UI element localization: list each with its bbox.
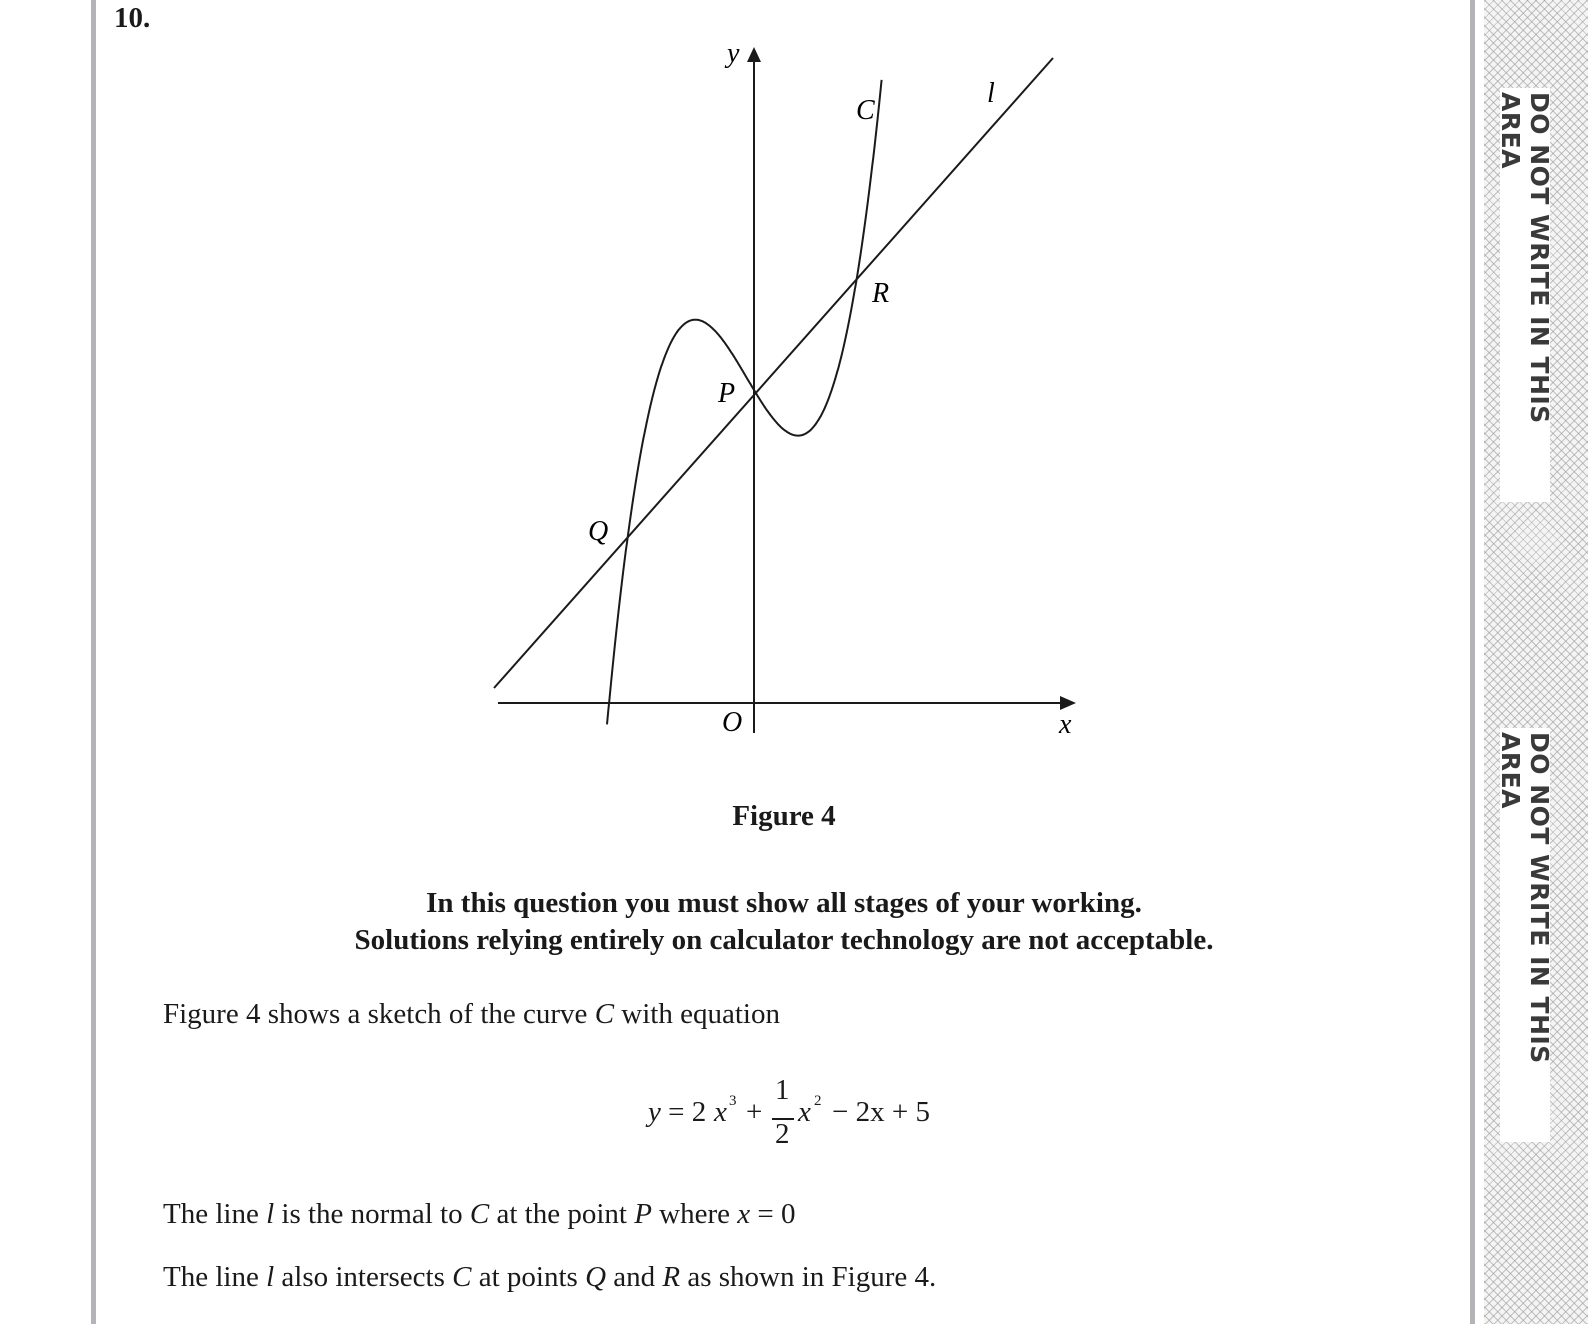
x-axis-arrow — [1060, 696, 1076, 710]
margin-warning-bottom: DO NOT WRITE IN THIS AREA — [1500, 728, 1550, 1142]
y-axis-arrow — [747, 47, 761, 62]
point-label-q: Q — [588, 516, 609, 547]
curve-c — [607, 80, 882, 725]
y-axis-label: y — [727, 38, 740, 69]
point-label-p: P — [718, 378, 736, 409]
figure-caption: Figure 4 — [732, 800, 836, 832]
curve-label-c: C — [856, 95, 875, 126]
origin-label: O — [722, 707, 743, 738]
normal-line-l — [494, 58, 1053, 688]
question-intro: Figure 4 shows a sketch of the curve C with equation — [163, 998, 780, 1030]
line-label-l: l — [987, 78, 995, 109]
question-normal-line: The line l is the normal to C at the point P where x = 0 — [163, 1198, 796, 1230]
margin-warning-top: DO NOT WRITE IN THIS AREA — [1500, 88, 1550, 502]
instruction-working: In this question you must show all stages of your working. — [426, 887, 1142, 919]
instruction-calculator: Solutions relying entirely on calculator technology are not acceptable. — [354, 924, 1214, 956]
x-axis-label: x — [1059, 709, 1072, 740]
question-number: 10. — [114, 2, 151, 34]
question-intersections: The line l also intersects C at points Q and R as shown in Figure 4. — [163, 1261, 937, 1293]
right-margin-rule — [1470, 0, 1475, 1324]
point-label-r: R — [872, 278, 890, 309]
